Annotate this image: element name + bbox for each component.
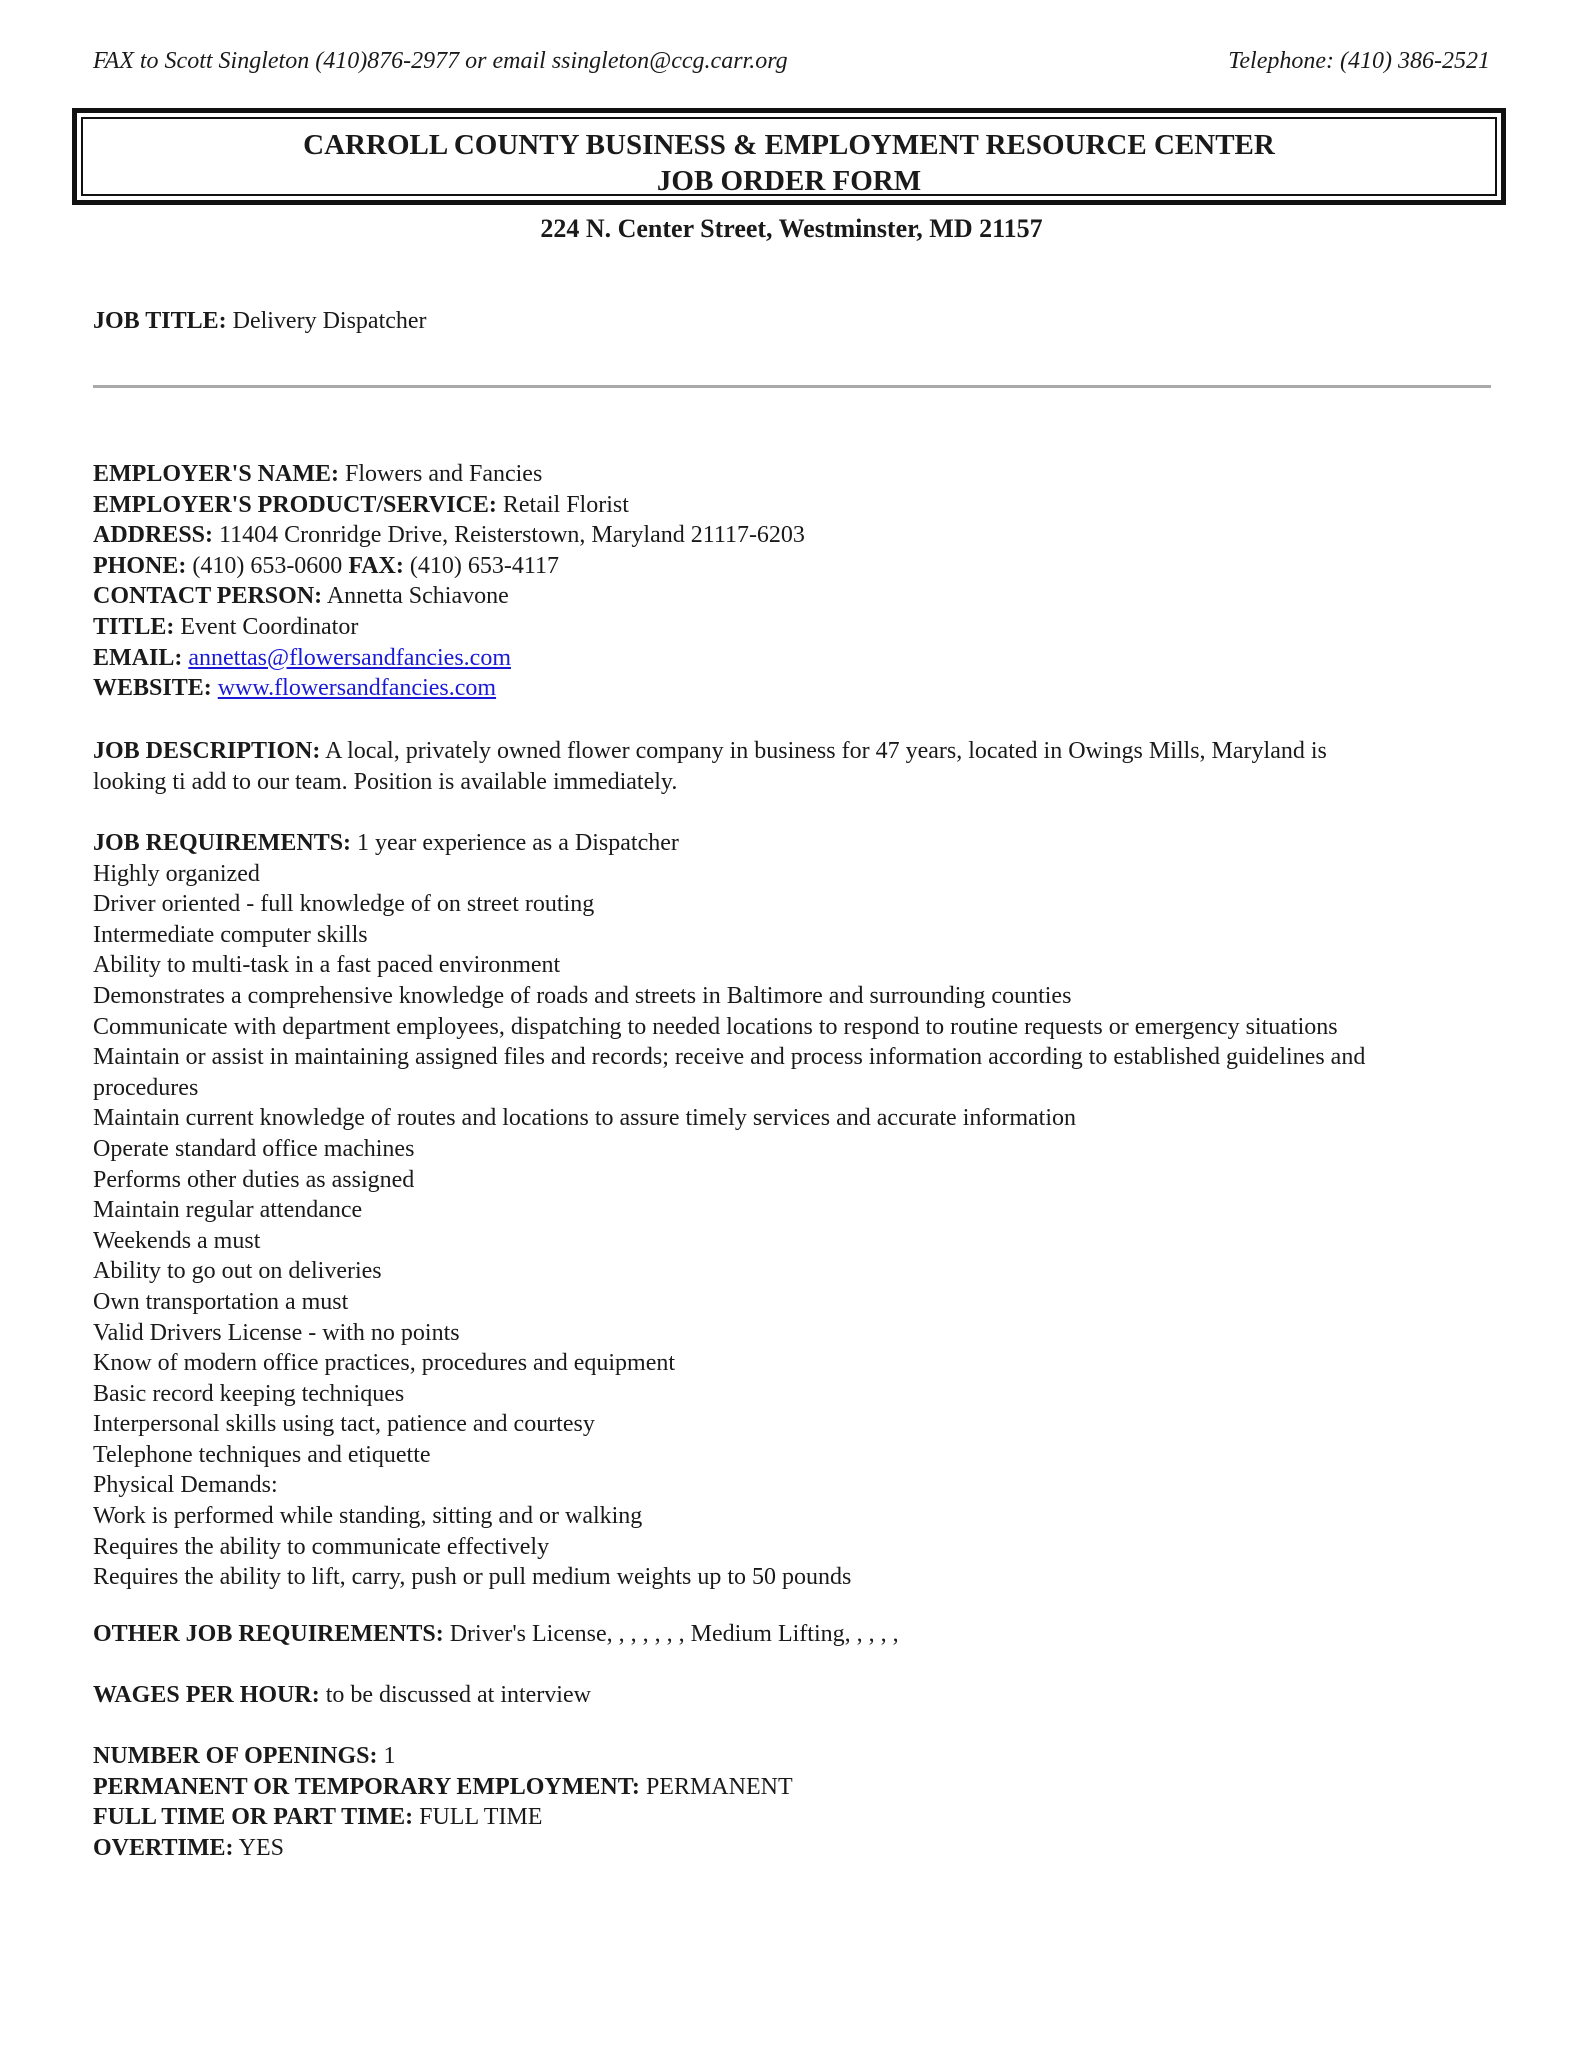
website-field: [93, 673, 1493, 704]
email-link[interactable]: annettas@flowersandfancies.com: [188, 644, 511, 671]
employer-name-field: [93, 459, 1493, 490]
email-label: EMAIL:: [93, 644, 183, 671]
requirement-item: Performs other duties as assigned: [93, 1166, 415, 1193]
requirement-item: Work is performed while standing, sitting and or walking: [93, 1503, 643, 1530]
requirement-item: procedures: [93, 1074, 199, 1101]
fax-instructions: FAX to Scott Singleton (410)876-2977 or email ssingleton@ccg.carr.org: [93, 48, 788, 74]
employer-fax-label: FAX:: [348, 552, 404, 579]
requirement-item: Ability to multi-task in a fast paced environment: [93, 952, 561, 979]
job-description-section: [93, 736, 1493, 797]
requirement-item: Maintain current knowledge of routes and locations to assure timely services and accurate information: [93, 1105, 1077, 1132]
requirement-item: Intermediate computer skills: [93, 921, 368, 948]
requirement-item: Weekends a must: [93, 1227, 261, 1254]
job-requirements-first: [93, 828, 1493, 859]
requirement-item: Communicate with department employees, dispatching to needed locations to respond to routine requests or emergency situations: [93, 1013, 1338, 1040]
full-part-time-field: [93, 1802, 1493, 1833]
contact-title-field: [93, 612, 1493, 643]
openings-field: [93, 1741, 1493, 1772]
overtime-label: OVERTIME:: [93, 1834, 234, 1861]
permanent-temporary-value: PERMANENT: [645, 1773, 793, 1800]
employer-product-label: EMPLOYER'S PRODUCT/SERVICE:: [93, 491, 497, 518]
requirement-item: Requires the ability to communicate effectively: [93, 1533, 550, 1560]
requirement-item: Telephone techniques and etiquette: [93, 1441, 431, 1468]
contact-title-label: TITLE:: [93, 613, 175, 640]
permanent-temporary-field: [93, 1772, 1493, 1803]
requirement-item: Operate standard office machines: [93, 1135, 415, 1162]
fax-header: [93, 48, 1490, 82]
form-title-line1: CARROLL COUNTY BUSINESS & EMPLOYMENT RESOURCE CENTER: [303, 129, 1275, 161]
job-description-line1: [93, 736, 1493, 767]
contact-person-value: Annetta Schiavone: [326, 583, 509, 610]
requirement-item: Requires the ability to lift, carry, push or pull medium weights up to 50 pounds: [93, 1564, 852, 1591]
openings-value: 1: [383, 1743, 396, 1769]
contact-person-label: CONTACT PERSON:: [93, 583, 323, 610]
job-description-text1: A local, privately owned flower company in business for 47 years, located in Owings Mills, Maryland is: [325, 738, 1327, 764]
overtime-value: YES: [238, 1834, 284, 1861]
form-title-line2: JOB ORDER FORM: [656, 165, 922, 197]
requirement-item: Valid Drivers License - with no points: [93, 1319, 460, 1346]
requirement-item: Maintain regular attendance: [93, 1197, 363, 1224]
requirement-item: Maintain or assist in maintaining assigned files and records; receive and process information according to established guidelines and: [93, 1044, 1366, 1071]
employer-address-label: ADDRESS:: [93, 522, 214, 549]
overtime-field: [93, 1833, 1493, 1864]
job-requirements-label: JOB REQUIREMENTS:: [93, 830, 352, 856]
telephone-number: Telephone: (410) 386-2521: [1228, 48, 1490, 74]
openings-label: NUMBER OF OPENINGS:: [93, 1743, 378, 1769]
employment-details-section: [93, 1741, 1493, 1863]
job-description-label: JOB DESCRIPTION:: [93, 738, 321, 764]
wages-value: to be discussed at interview: [325, 1682, 591, 1708]
website-label: WEBSITE:: [93, 675, 212, 702]
email-field: [93, 643, 1493, 674]
requirement-item: Basic record keeping techniques: [93, 1380, 405, 1407]
wages-label: WAGES PER HOUR:: [93, 1682, 320, 1708]
job-requirements-first-item: 1 year experience as a Dispatcher: [357, 830, 679, 856]
employer-phone-value: (410) 653-0600: [192, 552, 343, 579]
employer-phone-fax-field: [93, 551, 1493, 582]
other-requirements-field: [93, 1619, 1493, 1650]
employer-fax-value: (410) 653-4117: [409, 552, 559, 579]
other-requirements-value: Driver's License, , , , , , , Medium Lifting, , , , ,: [449, 1621, 899, 1647]
other-requirements-label: OTHER JOB REQUIREMENTS:: [93, 1621, 444, 1647]
job-requirements-section: [93, 828, 1493, 1593]
requirement-item: Own transportation a must: [93, 1288, 349, 1315]
job-title-value: Delivery Dispatcher: [232, 308, 427, 334]
wages-field: [93, 1680, 1493, 1711]
website-link[interactable]: www.flowersandfancies.com: [217, 675, 497, 702]
requirement-item: Ability to go out on deliveries: [93, 1258, 382, 1285]
requirement-item: Know of modern office practices, procedures and equipment: [93, 1350, 676, 1377]
job-requirements-list: [93, 859, 1493, 1593]
requirement-item: Driver oriented - full knowledge of on street routing: [93, 891, 595, 918]
job-title-field: [93, 306, 427, 337]
full-part-time-label: FULL TIME OR PART TIME:: [93, 1804, 414, 1831]
employer-address-field: [93, 520, 1493, 551]
center-address: 224 N. Center Street, Westminster, MD 21157: [540, 214, 1043, 243]
employer-product-value: Retail Florist: [502, 491, 629, 518]
form-title-box: [72, 108, 1506, 205]
job-description-line2: looking ti add to our team. Position is available immediately.: [93, 768, 678, 795]
employer-section: [93, 459, 1493, 704]
employer-product-field: [93, 490, 1493, 521]
employer-name-value: Flowers and Fancies: [345, 461, 543, 487]
full-part-time-value: FULL TIME: [419, 1804, 543, 1831]
requirement-item: Highly organized: [93, 860, 260, 887]
job-title-label: JOB TITLE:: [93, 308, 227, 334]
requirement-item: Demonstrates a comprehensive knowledge of roads and streets in Baltimore and surrounding counties: [93, 982, 1072, 1009]
requirement-item: Physical Demands:: [93, 1472, 278, 1499]
employer-address-value: 11404 Cronridge Drive, Reisterstown, Maryland 21117-6203: [219, 522, 805, 549]
requirement-item: Interpersonal skills using tact, patience and courtesy: [93, 1411, 595, 1438]
section-divider: [93, 385, 1491, 388]
permanent-temporary-label: PERMANENT OR TEMPORARY EMPLOYMENT:: [93, 1773, 640, 1800]
contact-title-value: Event Coordinator: [180, 613, 359, 640]
form-title: [81, 117, 1497, 196]
employer-name-label: EMPLOYER'S NAME:: [93, 461, 339, 487]
contact-person-field: [93, 581, 1493, 612]
employer-phone-label: PHONE:: [93, 552, 187, 579]
